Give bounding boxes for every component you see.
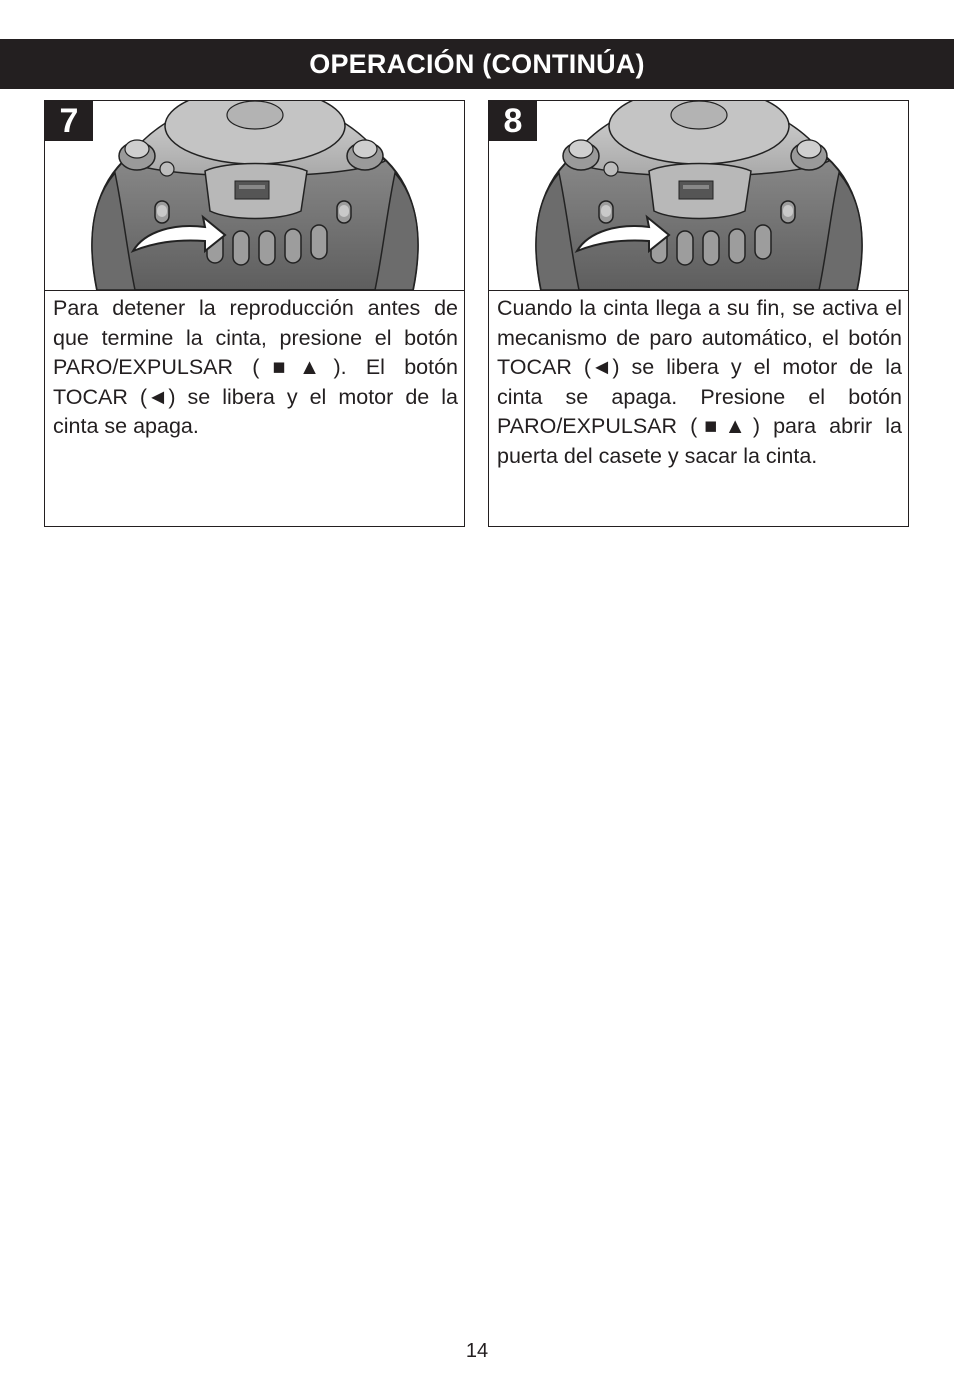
boombox-illustration (489, 101, 908, 290)
step-7-panel (44, 100, 465, 527)
step-7-illustration (45, 101, 464, 291)
step-number-badge: 8 (489, 101, 537, 141)
step-8-panel (488, 100, 909, 527)
step-8-description: Cuando la cinta llega a su fin, se activa el mecanismo de paro automático, el botón TOCAR (◄) se libera y el motor de la cinta se apaga. Presione el botón PARO/EXPULSAR (■▲) para abrir la puerta del casete y sacar la cinta. (497, 296, 902, 468)
step-number-badge: 7 (45, 101, 93, 141)
section-title: OPERACIÓN (CONTINÚA) (309, 48, 645, 79)
step-7-description: Para detener la reproducción antes de que termine la cinta, presione el botón PARO/EXPULSAR (■▲). El botón TOCAR (◄) se libera y el motor de la cinta se apaga. (53, 296, 458, 438)
section-header (0, 39, 954, 89)
step-8-illustration (489, 101, 908, 291)
page-number: 14 (465, 1340, 489, 1362)
boombox-illustration (45, 101, 464, 290)
